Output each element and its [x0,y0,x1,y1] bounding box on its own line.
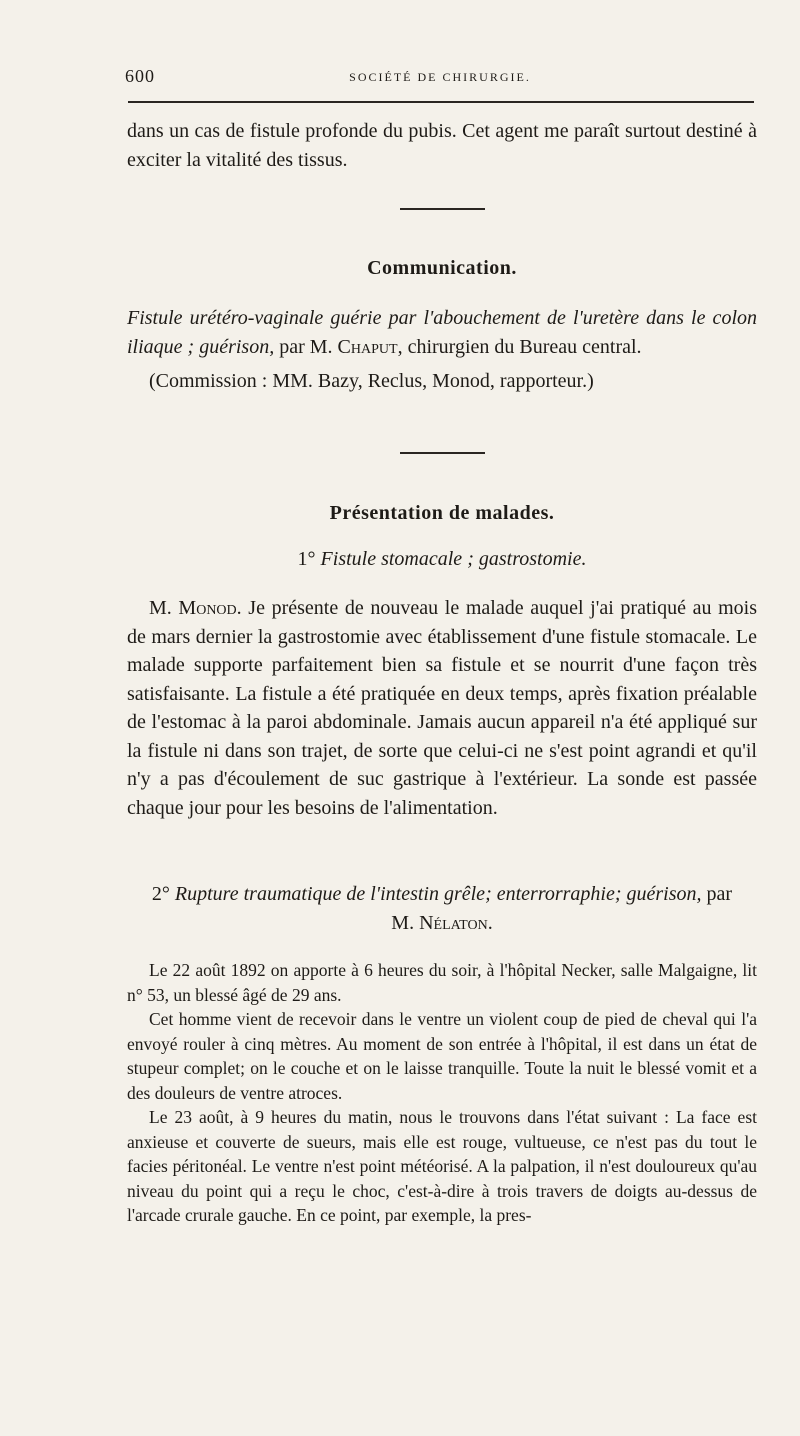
section-separator [400,452,485,454]
item2-title-text: Rupture traumatique de l'intestin grêle; enterrorraphie; guérison, [174,883,702,905]
communication-author: Chaput [337,335,398,358]
communication-entry [127,304,757,396]
item1-number: 1° [297,548,321,570]
communication-heading: Communication. [367,257,517,279]
item1-title-text: Fistule stomacale ; gastrostomie. [320,548,587,570]
page-number: 600 [125,66,155,86]
header-rule [128,101,754,103]
running-head: SOCIÉTÉ DE CHIRURGIE. [349,70,531,84]
item2-by: par M. [391,883,733,934]
item2-body [127,958,757,1228]
intro-text: dans un cas de fistule profonde du pubis. Cet agent me paraît surtout destiné à exciter la vitalité des tissus. [127,120,757,171]
item2-author-suffix: . [487,911,493,934]
section-separator [400,208,485,210]
communication-author-suffix: , chirurgien du Bureau central. [397,335,642,358]
item1-paragraph [127,594,757,822]
presentation-heading: Présentation de malades. [329,502,555,524]
item2-para2: Cet homme vient de recevoir dans le ventre un violent coup de pied de cheval qui l'a envoyé rouler à cinq mètres. Au moment de son entrée à l'hôpital, il est dans un état de stupeur complet; on le couche et on le laisse tranquille. Toute la nuit le blessé vomit et a des douleurs de ventre atroces. [127,1009,757,1103]
communication-by: par M. [274,335,338,358]
item2-author: Nélaton [419,911,488,934]
communication-title: Fistule urétéro-vaginale guérie par l'abouchement de l'uretère dans le colon iliaque ; guérison, [127,307,757,358]
item1-title [127,548,757,571]
item2-title [127,880,757,937]
commission-line: (Commission : MM. Bazy, Reclus, Monod, rapporteur.) [149,370,594,392]
item2-para1: Le 22 août 1892 on apporte à 6 heures du soir, à l'hôpital Necker, salle Malgaigne, lit n° 53, un blessé âgé de 29 ans. [127,960,757,1005]
item1-text: Je présente de nouveau le malade auquel j'ai pratiqué au mois de mars dernier la gastrostomie avec établissement d'une fistule stomacale. Le malade supporte parfaitement bien sa fistule et se nourrit d'une façon très satisfaisante. La fistule a été pratiquée en deux temps, après fixation préalable de l'estomac à la paroi abdominale. Jamais aucun appareil n'a été appliqué sur la fistule ni dans son trajet, de sorte que celui-ci ne s'est point agrandi et qu'il n'y a pas d'écoulement de suc gastrique à l'extérieur. La sonde est passée chaque jour pour les besoins de l'alimentation. [127,597,757,819]
item2-number: 2° [151,883,175,905]
intro-paragraph [127,117,757,174]
page-header [125,66,755,92]
item2-para3: Le 23 août, à 9 heures du matin, nous le trouvons dans l'état suivant : La face est anxieuse et couverte de sueurs, mais elle est rouge, vultueuse, ce n'est pas du tout le facies péritonéal. Le ventre n'est point météorisé. A la palpation, il n'est douloureux qu'au niveau du point qui a reçu le choc, c'est-à-dire à trois travers de doigts au-dessus de l'arcade crurale gauche. En ce point, par exemple, la pres- [127,1107,757,1225]
item1-speaker: M. Monod. [149,597,242,619]
